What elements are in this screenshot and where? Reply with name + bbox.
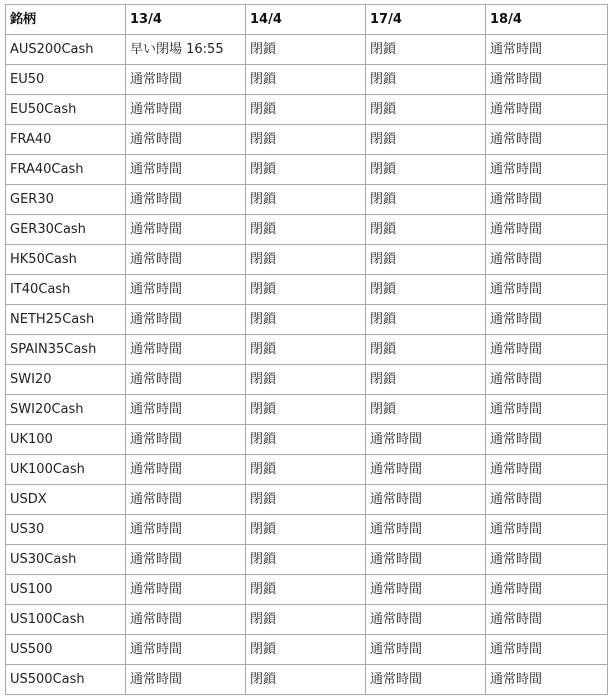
date-18-4-cell: 通常時間 — [486, 635, 608, 665]
date-18-4-cell: 通常時間 — [486, 305, 608, 335]
date-17-4-cell: 閉鎖 — [366, 365, 486, 395]
date-18-4-cell: 通常時間 — [486, 65, 608, 95]
date-17-4-cell: 閉鎖 — [366, 305, 486, 335]
date-18-4-cell: 通常時間 — [486, 395, 608, 425]
date-17-4-cell: 閉鎖 — [366, 395, 486, 425]
symbol-cell: FRA40Cash — [6, 155, 126, 185]
header-date-14-4: 14/4 — [246, 5, 366, 35]
date-17-4-cell: 通常時間 — [366, 545, 486, 575]
symbol-cell: USDX — [6, 485, 126, 515]
symbol-cell: GER30 — [6, 185, 126, 215]
table-row — [6, 605, 608, 635]
date-13-4-cell: 通常時間 — [126, 395, 246, 425]
date-14-4-cell: 閉鎖 — [246, 515, 366, 545]
date-18-4-cell: 通常時間 — [486, 35, 608, 65]
date-13-4-cell: 通常時間 — [126, 665, 246, 695]
table-row — [6, 575, 608, 605]
date-13-4-cell: 早い閉場 16:55 — [126, 35, 246, 65]
date-14-4-cell: 閉鎖 — [246, 215, 366, 245]
date-17-4-cell: 閉鎖 — [366, 275, 486, 305]
symbol-cell: US500 — [6, 635, 126, 665]
date-17-4-cell: 閉鎖 — [366, 185, 486, 215]
symbol-cell: SPAIN35Cash — [6, 335, 126, 365]
date-17-4-cell: 通常時間 — [366, 575, 486, 605]
symbol-cell: EU50 — [6, 65, 126, 95]
symbol-cell: US100 — [6, 575, 126, 605]
date-13-4-cell: 通常時間 — [126, 575, 246, 605]
table-row — [6, 275, 608, 305]
date-13-4-cell: 通常時間 — [126, 185, 246, 215]
date-13-4-cell: 通常時間 — [126, 455, 246, 485]
date-14-4-cell: 閉鎖 — [246, 125, 366, 155]
date-14-4-cell: 閉鎖 — [246, 395, 366, 425]
date-13-4-cell: 通常時間 — [126, 365, 246, 395]
symbol-cell: UK100 — [6, 425, 126, 455]
date-17-4-cell: 通常時間 — [366, 605, 486, 635]
date-13-4-cell: 通常時間 — [126, 155, 246, 185]
date-14-4-cell: 閉鎖 — [246, 245, 366, 275]
header-date-13-4: 13/4 — [126, 5, 246, 35]
date-18-4-cell: 通常時間 — [486, 335, 608, 365]
date-17-4-cell: 通常時間 — [366, 455, 486, 485]
date-13-4-cell: 通常時間 — [126, 425, 246, 455]
table-row — [6, 155, 608, 185]
date-17-4-cell: 通常時間 — [366, 665, 486, 695]
header-date-18-4: 18/4 — [486, 5, 608, 35]
table-row — [6, 215, 608, 245]
date-18-4-cell: 通常時間 — [486, 245, 608, 275]
date-14-4-cell: 閉鎖 — [246, 185, 366, 215]
date-17-4-cell: 通常時間 — [366, 425, 486, 455]
date-18-4-cell: 通常時間 — [486, 545, 608, 575]
date-14-4-cell: 閉鎖 — [246, 575, 366, 605]
date-14-4-cell: 閉鎖 — [246, 485, 366, 515]
symbol-cell: US500Cash — [6, 665, 126, 695]
date-18-4-cell: 通常時間 — [486, 455, 608, 485]
date-14-4-cell: 閉鎖 — [246, 425, 366, 455]
symbol-cell: HK50Cash — [6, 245, 126, 275]
date-18-4-cell: 通常時間 — [486, 275, 608, 305]
date-14-4-cell: 閉鎖 — [246, 335, 366, 365]
date-13-4-cell: 通常時間 — [126, 275, 246, 305]
symbol-cell: GER30Cash — [6, 215, 126, 245]
table-row — [6, 485, 608, 515]
date-14-4-cell: 閉鎖 — [246, 275, 366, 305]
table-row — [6, 545, 608, 575]
date-13-4-cell: 通常時間 — [126, 305, 246, 335]
date-17-4-cell: 通常時間 — [366, 515, 486, 545]
date-14-4-cell: 閉鎖 — [246, 665, 366, 695]
date-18-4-cell: 通常時間 — [486, 425, 608, 455]
date-18-4-cell: 通常時間 — [486, 215, 608, 245]
date-18-4-cell: 通常時間 — [486, 665, 608, 695]
table-row — [6, 515, 608, 545]
date-13-4-cell: 通常時間 — [126, 95, 246, 125]
table-row — [6, 95, 608, 125]
symbol-cell: SWI20 — [6, 365, 126, 395]
date-13-4-cell: 通常時間 — [126, 65, 246, 95]
date-17-4-cell: 閉鎖 — [366, 335, 486, 365]
trading-hours-table — [5, 4, 608, 695]
date-14-4-cell: 閉鎖 — [246, 605, 366, 635]
table-row — [6, 65, 608, 95]
table-row — [6, 455, 608, 485]
symbol-cell: UK100Cash — [6, 455, 126, 485]
date-14-4-cell: 閉鎖 — [246, 455, 366, 485]
symbol-cell: NETH25Cash — [6, 305, 126, 335]
date-14-4-cell: 閉鎖 — [246, 365, 366, 395]
date-13-4-cell: 通常時間 — [126, 515, 246, 545]
date-14-4-cell: 閉鎖 — [246, 65, 366, 95]
date-13-4-cell: 通常時間 — [126, 605, 246, 635]
table-row — [6, 635, 608, 665]
header-symbol: 銘柄 — [6, 5, 126, 35]
date-18-4-cell: 通常時間 — [486, 185, 608, 215]
table-row — [6, 305, 608, 335]
table-row — [6, 335, 608, 365]
date-13-4-cell: 通常時間 — [126, 635, 246, 665]
table-row — [6, 35, 608, 65]
table-row — [6, 395, 608, 425]
table-header — [6, 5, 608, 35]
date-17-4-cell: 閉鎖 — [366, 35, 486, 65]
date-18-4-cell: 通常時間 — [486, 155, 608, 185]
date-14-4-cell: 閉鎖 — [246, 155, 366, 185]
table-row — [6, 365, 608, 395]
date-13-4-cell: 通常時間 — [126, 245, 246, 275]
date-17-4-cell: 閉鎖 — [366, 65, 486, 95]
date-13-4-cell: 通常時間 — [126, 485, 246, 515]
date-18-4-cell: 通常時間 — [486, 515, 608, 545]
date-14-4-cell: 閉鎖 — [246, 635, 366, 665]
date-13-4-cell: 通常時間 — [126, 125, 246, 155]
table-row — [6, 125, 608, 155]
date-18-4-cell: 通常時間 — [486, 125, 608, 155]
header-row — [6, 5, 608, 35]
date-17-4-cell: 閉鎖 — [366, 245, 486, 275]
date-13-4-cell: 通常時間 — [126, 215, 246, 245]
symbol-cell: FRA40 — [6, 125, 126, 155]
date-17-4-cell: 通常時間 — [366, 485, 486, 515]
date-13-4-cell: 通常時間 — [126, 335, 246, 365]
table-body — [6, 35, 608, 695]
date-18-4-cell: 通常時間 — [486, 575, 608, 605]
date-14-4-cell: 閉鎖 — [246, 95, 366, 125]
table-row — [6, 425, 608, 455]
symbol-cell: US100Cash — [6, 605, 126, 635]
table-row — [6, 665, 608, 695]
date-18-4-cell: 通常時間 — [486, 365, 608, 395]
date-17-4-cell: 閉鎖 — [366, 215, 486, 245]
header-date-17-4: 17/4 — [366, 5, 486, 35]
date-17-4-cell: 通常時間 — [366, 635, 486, 665]
date-18-4-cell: 通常時間 — [486, 95, 608, 125]
date-17-4-cell: 閉鎖 — [366, 155, 486, 185]
symbol-cell: US30Cash — [6, 545, 126, 575]
date-18-4-cell: 通常時間 — [486, 605, 608, 635]
symbol-cell: US30 — [6, 515, 126, 545]
date-18-4-cell: 通常時間 — [486, 485, 608, 515]
date-14-4-cell: 閉鎖 — [246, 35, 366, 65]
symbol-cell: AUS200Cash — [6, 35, 126, 65]
date-14-4-cell: 閉鎖 — [246, 305, 366, 335]
table-row — [6, 245, 608, 275]
symbol-cell: IT40Cash — [6, 275, 126, 305]
table-row — [6, 185, 608, 215]
symbol-cell: SWI20Cash — [6, 395, 126, 425]
date-17-4-cell: 閉鎖 — [366, 125, 486, 155]
symbol-cell: EU50Cash — [6, 95, 126, 125]
date-13-4-cell: 通常時間 — [126, 545, 246, 575]
date-14-4-cell: 閉鎖 — [246, 545, 366, 575]
date-17-4-cell: 閉鎖 — [366, 95, 486, 125]
